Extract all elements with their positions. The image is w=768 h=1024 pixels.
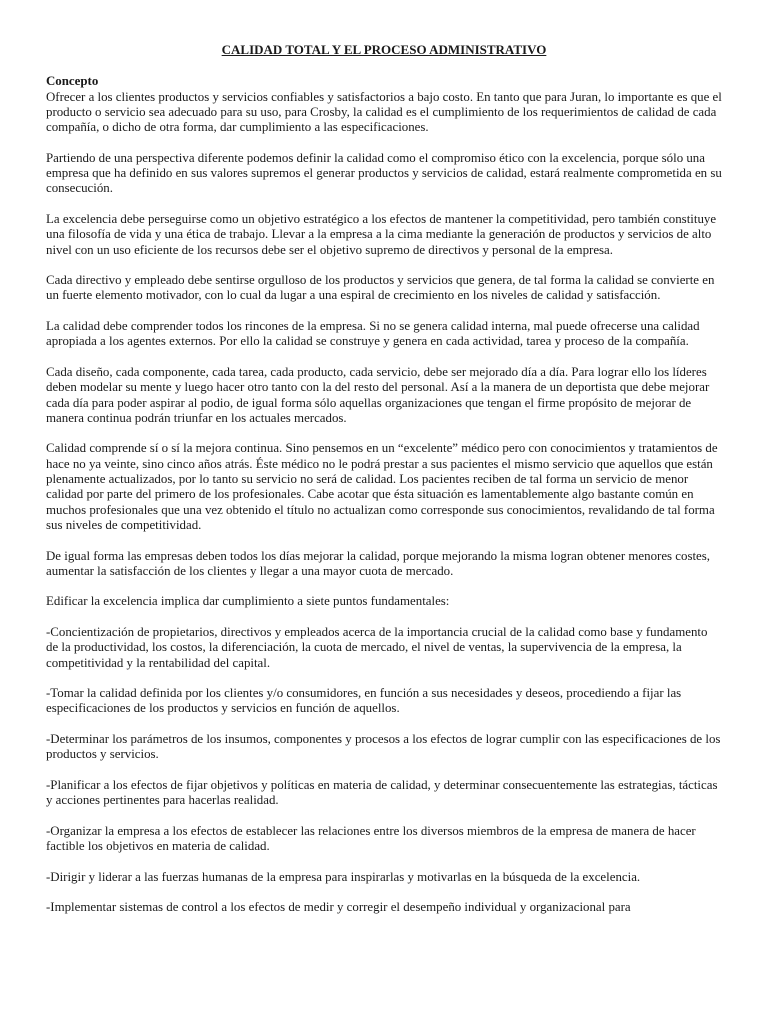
- document-title: CALIDAD TOTAL Y EL PROCESO ADMINISTRATIVO: [221, 42, 547, 57]
- section-heading: Concepto: [46, 74, 99, 89]
- paragraph-5: La calidad debe comprender todos los rincones de la empresa. Si no se genera calidad interna, mal puede ofrecerse una calidad apropiada a los agentes externos. Por ello la calidad se construye y genera en cada actividad, tarea y proceso de la compañía.: [46, 319, 700, 349]
- paragraph-7: Calidad comprende sí o sí la mejora continua. Sino pensemos en un “excelente” médico pero con conocimientos y tratamientos de hace no ya veinte, sino cinco años atrás. Éste médico no le podrá prestar a sus pacientes el mismo servicio que aquellos que están plenamente actualizados, por lo tanto su servicio no será de calidad. Los pacientes reciben de tal forma un servicio de menor calidad por parte del primero de los profesionales. Cabe acotar que ésta situación es lamentablemente algo bastante común en muchos profesionales que una vez obtenido el título no actualizan como corresponde sus conocimientos, revalidando de tal forma sus niveles de competitividad.: [46, 441, 718, 532]
- paragraph-3: La excelencia debe perseguirse como un objetivo estratégico a los efectos de mantener la competitividad, pero también constituye una filosofía de vida y una ética de trabajo. Llevar a la empresa a la cima mediante la generación de productos y servicios de alto nivel con un uso eficiente de los recursos debe ser el objetivo supremo de directivos y personal de la empresa.: [46, 211, 717, 257]
- list-item-4: -Planificar a los efectos de fijar objetivos y políticas en materia de calidad, y determinar consecuentemente las estrategias, tácticas y acciones pertinentes para hacerlas realidad.: [46, 777, 718, 808]
- list-item-7: -Implementar sistemas de control a los efectos de medir y corregir el desempeño individual y organizacional para: [46, 900, 631, 915]
- paragraph-8: De igual forma las empresas deben todos los días mejorar la calidad, porque mejorando la misma logran obtener menores costes, aumentar la satisfacción de los clientes y llegar a una mayor cuota de mercado.: [46, 548, 711, 578]
- list-item-2: -Tomar la calidad definida por los clientes y/o consumidores, en función a sus necesidades y deseos, procediendo a fijar las especificaciones de los productos y servicios en función de aquellos.: [46, 686, 682, 716]
- paragraph-2: Partiendo de una perspectiva diferente podemos definir la calidad como el compromiso ético con la excelencia, porque sólo una empresa que ha definido en sus valores supremos el generar productos y servicios de calidad, estará realmente comprometida en su consecución.: [46, 150, 722, 196]
- paragraph-9: Edificar la excelencia implica dar cumplimiento a siete puntos fundamentales:: [46, 594, 450, 609]
- list-item-5: -Organizar la empresa a los efectos de establecer las relaciones entre los diversos miembros de la empresa de manera de hacer factible los objetivos en materia de calidad.: [46, 823, 696, 854]
- list-item-1: -Concientización de propietarios, directivos y empleados acerca de la importancia crucial de la calidad como base y fundamento de la productividad, los costos, la diferenciación, la cuota de mercado, el nivel de ventas, la supervivencia de la empresa, la competitividad y la rentabilidad del capital.: [46, 624, 708, 670]
- paragraph-1: Ofrecer a los clientes productos y servicios confiables y satisfactorios a bajo costo. En tanto que para Juran, lo importante es que el producto o servicio sea adecuado para su uso, para Crosby, la calidad es el cumplimiento de los requerimientos de calidad de cada compañía, o dicho de otra forma, dar cumplimiento a las especificaciones.: [46, 89, 722, 135]
- document-page: [46, 42, 722, 931]
- paragraph-4: Cada directivo y empleado debe sentirse orgulloso de los productos y servicios que genera, de tal forma la calidad se convierte en un fuerte elemento motivador, con lo cual da lugar a una espiral de crecimiento en los niveles de calidad y satisfacción.: [46, 273, 715, 303]
- paragraph-6: Cada diseño, cada componente, cada tarea, cada producto, cada servicio, debe ser mejorado día a día. Para lograr ello los líderes deben modelar su mente y luego hacer otro tanto con la del resto del personal. Así a la manera de un deportista que debe mejorar cada día para poder aspirar al podio, de igual forma sólo aquellas organizaciones que tengan el firme propósito de mejorar de manera continua podrán triunfar en los actuales mercados.: [46, 364, 710, 425]
- list-item-3: -Determinar los parámetros de los insumos, componentes y procesos a los efectos de lograr cumplir con las especificaciones de los productos y servicios.: [46, 732, 721, 762]
- list-item-6: -Dirigir y liderar a las fuerzas humanas de la empresa para inspirarlas y motivarlas en la búsqueda de la excelencia.: [46, 869, 641, 884]
